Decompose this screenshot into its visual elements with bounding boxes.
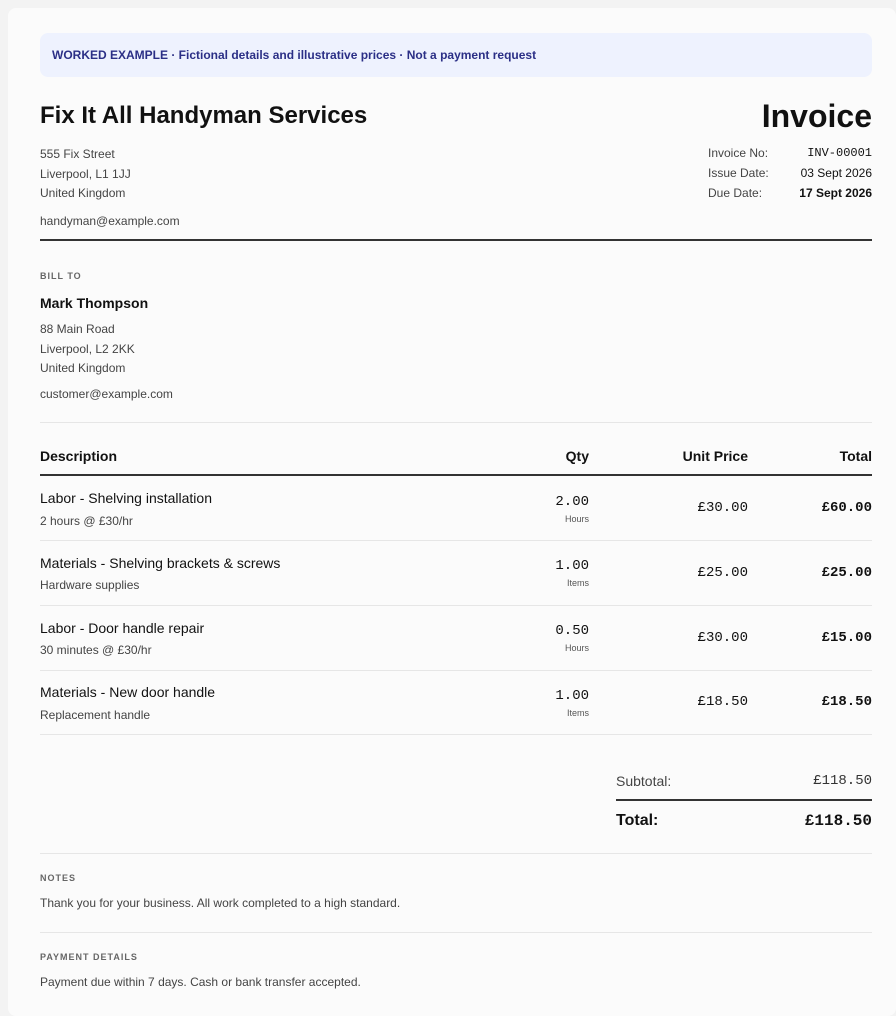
line-item-detail: Replacement handle (40, 708, 151, 722)
business-city: Liverpool, L1 1JJ (40, 167, 131, 181)
line-item-description: Labor - Shelving installation (40, 490, 212, 506)
line-item-unit: Hours (564, 643, 589, 653)
business-street: 555 Fix Street (40, 147, 115, 161)
column-header-total: Total (839, 448, 872, 464)
customer-email: customer@example.com (40, 387, 173, 401)
line-item-qty: 2.00 (555, 494, 589, 510)
row-divider (40, 670, 872, 671)
line-item-qty: 1.00 (555, 688, 589, 704)
due-date: 17 Sept 2026 (799, 186, 872, 200)
line-item-unit: Items (566, 578, 589, 588)
line-item-total: £60.00 (821, 500, 872, 516)
column-header-description: Description (40, 448, 118, 464)
line-item-description: Materials - New door handle (40, 684, 216, 700)
invoice-title: Invoice (761, 98, 872, 134)
issue-date: 03 Sept 2026 (800, 166, 872, 180)
notes-divider (40, 932, 872, 933)
row-divider (40, 540, 872, 541)
header-divider (40, 239, 872, 241)
line-item-total: £25.00 (821, 565, 872, 581)
total-label: Total: (616, 812, 659, 829)
invoice-number-row (708, 146, 872, 162)
line-item-unit-price: £25.00 (697, 565, 748, 581)
issue-date-label: Issue Date: (708, 166, 769, 180)
total-value: £118.50 (804, 812, 872, 830)
line-item-qty: 0.50 (555, 623, 589, 639)
column-header-qty: Qty (565, 448, 589, 464)
invoice-header (40, 77, 872, 241)
line-item-unit-price: £30.00 (697, 500, 748, 516)
line-item-description: Materials - Shelving brackets & screws (40, 555, 281, 571)
customer-street: 88 Main Road (40, 322, 115, 336)
payment-details-label: PAYMENT DETAILS (40, 952, 138, 962)
bill-to-divider (40, 422, 872, 423)
line-item-unit: Items (566, 708, 589, 718)
row-divider (40, 734, 872, 735)
business-email: handyman@example.com (40, 214, 180, 228)
line-item-unit-price: £30.00 (697, 630, 748, 646)
subtotal-label: Subtotal: (616, 773, 672, 789)
payment-details-text: Payment due within 7 days. Cash or bank transfer accepted. (40, 975, 361, 989)
bill-to-label: BILL TO (40, 271, 82, 281)
customer-city: Liverpool, L2 2KK (40, 342, 135, 356)
line-item-detail: 2 hours @ £30/hr (40, 514, 133, 528)
business-country: United Kingdom (40, 186, 126, 200)
line-item-detail: 30 minutes @ £30/hr (40, 643, 152, 657)
row-divider (40, 605, 872, 606)
totals-divider (616, 799, 872, 801)
invoice-page (8, 8, 896, 1016)
issue-date-row (708, 166, 872, 182)
line-item-total: £15.00 (821, 630, 872, 646)
subtotal-value: £118.50 (813, 773, 872, 789)
line-item-qty: 1.00 (555, 558, 589, 574)
line-item-unit: Hours (564, 514, 589, 524)
line-item-description: Labor - Door handle repair (40, 620, 205, 636)
invoice-number: INV-00001 (807, 146, 872, 160)
line-item-total: £18.50 (821, 694, 872, 710)
column-header-unit-price: Unit Price (682, 448, 748, 464)
notes-label: NOTES (40, 873, 77, 883)
table-header-divider (40, 474, 872, 476)
worked-example-banner: WORKED EXAMPLE · Fictional details and illustrative prices · Not a payment request (40, 33, 872, 77)
line-item-unit-price: £18.50 (697, 694, 748, 710)
invoice-content (40, 33, 872, 989)
due-date-row (708, 186, 872, 202)
invoice-number-label: Invoice No: (708, 146, 769, 160)
customer-name: Mark Thompson (40, 295, 149, 311)
business-name: Fix It All Handyman Services (40, 102, 368, 129)
notes-text: Thank you for your business. All work completed to a high standard. (40, 896, 401, 910)
line-item-detail: Hardware supplies (40, 578, 140, 592)
customer-country: United Kingdom (40, 361, 126, 375)
totals-section-divider (40, 853, 872, 854)
due-date-label: Due Date: (708, 186, 763, 200)
